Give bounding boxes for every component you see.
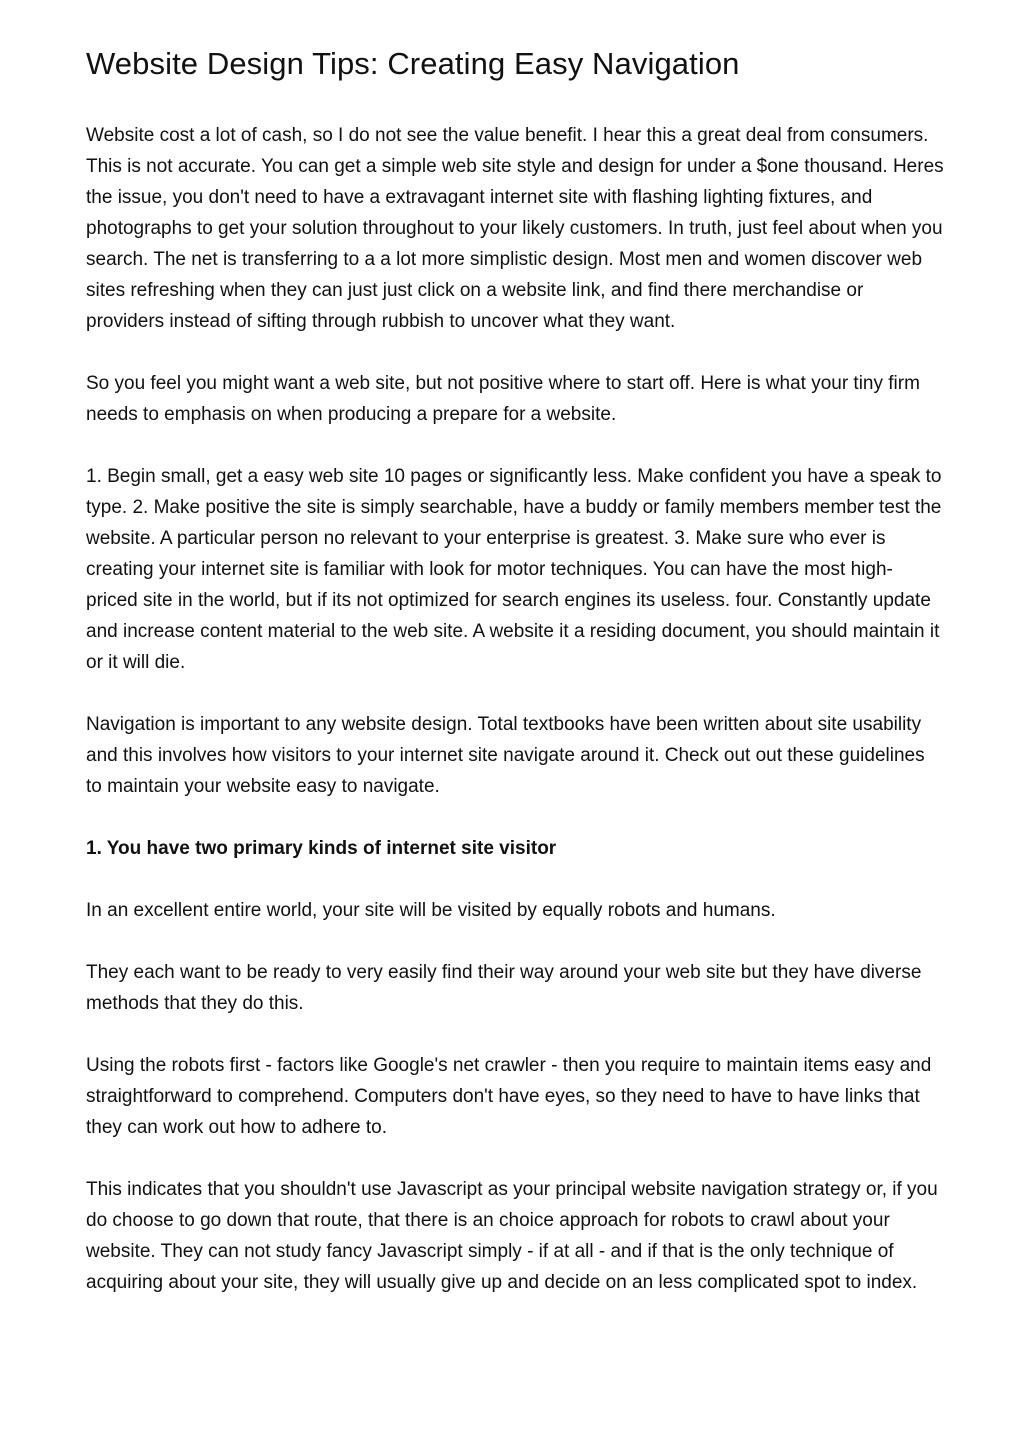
paragraph-robots-humans: In an excellent entire world, your site will be visited by equally robots and humans. [86, 900, 776, 921]
paragraph-steps: 1. Begin small, get a easy web site 10 pages or significantly less. Make confident you have a speak to type. 2. Make positive the site is simply searchable, have a buddy or family members member test the website. A particular person no relevant to your enterprise is greatest. 3. Make sure who ever is creating your internet site is familiar with look for motor techniques. You can have the most high-priced site in the world, but if its not optimized for search engines its useless. four. Constantly update and increase content material to the web site. A website it a residing document, you should maintain it or it will die. [86, 466, 942, 673]
paragraph-navigation: Navigation is important to any website design. Total textbooks have been written about site usability and this involves how visitors to your internet site navigate around it. Check out out these guidelines to maintain your website easy to navigate. [86, 714, 925, 797]
page-title: Website Design Tips: Creating Easy Navigation [86, 46, 740, 81]
paragraph-diverse-methods: They each want to be ready to very easily find their way around your web site but they have diverse methods that they do this. [86, 962, 922, 1014]
section-heading-visitor-kinds: 1. You have two primary kinds of internet site visitor [86, 838, 557, 859]
paragraph-robots-first: Using the robots first - factors like Google's net crawler - then you require to maintain items easy and straightforward to comprehend. Computers don't have eyes, so they need to have to have links that they can work out how to adhere to. [86, 1055, 932, 1138]
paragraph-intro: Website cost a lot of cash, so I do not see the value benefit. I hear this a great deal from consumers. This is not accurate. You can get a simple web site style and design for under a $one thousand. Heres the issue, you don't need to have a extravagant internet site with flashing lighting fixtures, and photographs to get your solution throughout to your likely customers. In truth, just feel about when you search. The net is transferring to a a lot more simplistic design. Most men and women discover web sites refreshing when they can just just click on a website link, and find there merchandise or providers instead of sifting through rubbish to uncover what they want. [86, 125, 944, 332]
paragraph-start-off: So you feel you might want a web site, but not positive where to start off. Here is what your tiny firm needs to emphasis on when producing a prepare for a website. [86, 373, 920, 425]
paragraph-javascript: This indicates that you shouldn't use Javascript as your principal website navigation strategy or, if you do choose to go down that route, that there is an choice approach for robots to crawl about your website. They can not study fancy Javascript simply - if at all - and if that is the only technique of acquiring about your site, they will usually give up and decide on an less complicated spot to index. [86, 1179, 938, 1293]
